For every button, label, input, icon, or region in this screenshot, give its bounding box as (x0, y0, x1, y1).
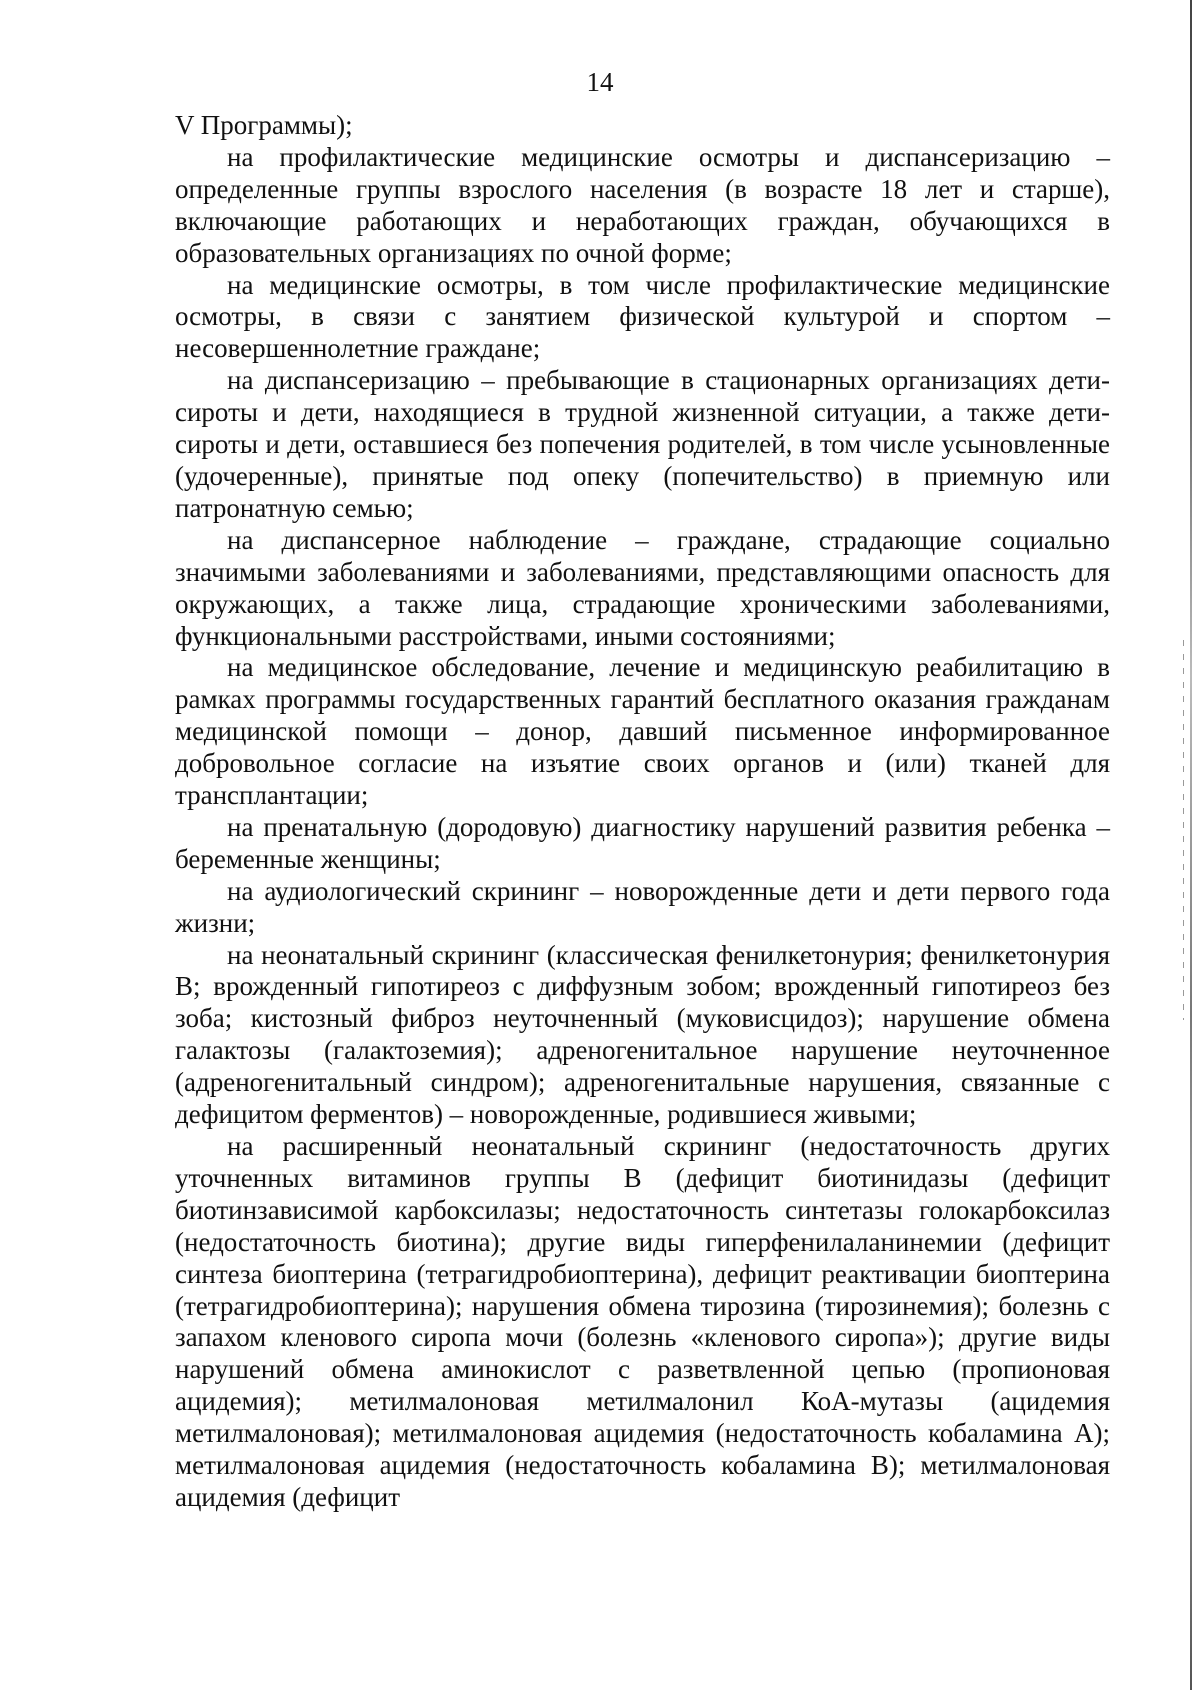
paragraph-neonatal-screening: на неонатальный скрининг (классическая фенилкетонурия; фенилкетонурия В; врожденный гипотиреоз с диффузным зобом; врожденный гипотиреоз без зоба; кистозный фиброз неуточненный (муковисцидоз); нарушение обмена галактозы (галактоземия); адреногенитальное нарушение неуточненное (адреногенитальный синдром); адреногенитальные нарушения, связанные с дефицитом ферментов) – новорожденные, родившиеся живыми; (175, 939, 1110, 1130)
paragraph-continuation: V Программы); (175, 110, 353, 140)
paragraph-extended-neonatal-screening: на расширенный неонатальный скрининг (недостаточность других уточненных витаминов группы В (дефицит биотинидазы (дефицит биотинзависимой карбоксилазы; недостаточность синтетазы голокарбоксилаз (недостаточность биотина); другие виды гиперфенилаланинемии (дефицит синтеза биоптерина (тетрагидробиоптерина), дефицит реактивации биоптерина (тетрагидробиоптерина); нарушения обмена тирозина (тирозинемия); болезнь с запахом кленового сиропа мочи (болезнь «кленового сиропа»); другие виды нарушений обмена аминокислот с разветвленной цепью (пропионовая ацидемия); метилмалоновая метилмалонил КоА-мутазы (ацидемия метилмалоновая); метилмалоновая ацидемия (недостаточность кобаламина А); метилмалоновая ацидемия (недостаточность кобаламина В); метилмалоновая ацидемия (дефицит (175, 1131, 1110, 1512)
paragraph-preventive-exams: на профилактические медицинские осмотры и диспансеризацию – определенные группы взрослого населения (в возрасте 18 лет и старше), включающие работающих и неработающих граждан, обучающихся в образовательных организациях по очной форме; (175, 141, 1110, 268)
paragraph-audiology-screening: на аудиологический скрининг – новорожденные дети и дети первого года жизни; (175, 875, 1110, 938)
scan-edge-artifact (1183, 640, 1184, 1020)
scan-edge-line (1190, 0, 1192, 1690)
paragraph-medical-exams-minors: на медицинские осмотры, в том числе профилактические медицинские осмотры, в связи с занятием физической культурой и спортом – несовершеннолетние граждане; (175, 269, 1110, 364)
paragraph-donor-examination: на медицинское обследование, лечение и медицинскую реабилитацию в рамках программы государственных гарантий бесплатного оказания гражданам медицинской помощи – донор, давший письменное информированное добровольное согласие на изъятие своих органов и (или) тканей для трансплантации; (175, 652, 1110, 811)
page-number: 14 (586, 67, 614, 97)
paragraph-orphans-dispensarization: на диспансеризацию – пребывающие в стационарных организациях дети-сироты и дети, находящиеся в трудной жизненной ситуации, а также дети-сироты и дети, оставшиеся без попечения родителей, в том числе усыновленные (удочеренные), принятые под опеку (попечительство) в приемную или патронатную семью; (175, 365, 1110, 523)
document-body (175, 110, 1110, 1514)
paragraph-prenatal-diagnostics: на пренатальную (дородовую) диагностику нарушений развития ребенка – беременные женщины; (175, 811, 1110, 874)
paragraph-dispensary-observation: на диспансерное наблюдение – граждане, страдающие социально значимыми заболеваниями и заболеваниями, представляющими опасность для окружающих, а также лица, страдающие хроническими заболеваниями, функциональными расстройствами, иными состояниями; (175, 524, 1110, 651)
